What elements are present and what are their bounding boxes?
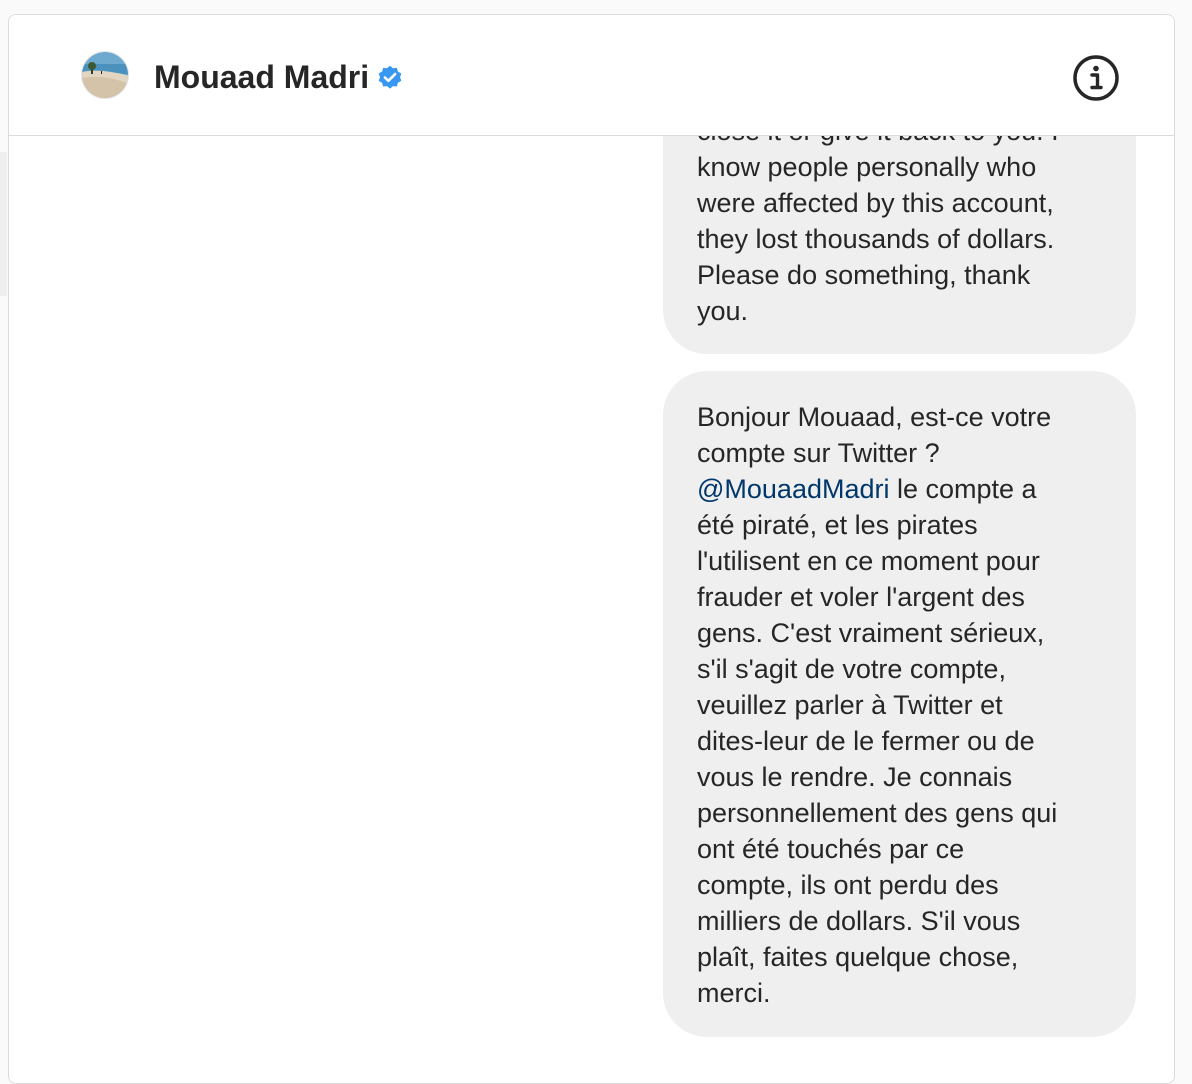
message-line (697, 471, 1116, 507)
info-icon[interactable] (1072, 54, 1120, 102)
message-line: plaît, faites quelque chose, (697, 942, 1019, 972)
message-line: Please do something, thank (697, 260, 1031, 290)
message-line: personnellement des gens qui (697, 798, 1058, 828)
message-text: le compte a (889, 474, 1037, 504)
mention-link[interactable]: @MouaadMadri (697, 474, 890, 504)
avatar[interactable] (81, 51, 129, 99)
message-line: veuillez parler à Twitter et (697, 690, 1003, 720)
message-line: l'utilisent en ce moment pour (697, 546, 1040, 576)
verified-badge-icon (376, 64, 404, 92)
beach-photo-icon (82, 52, 129, 99)
chat-panel (8, 14, 1175, 1084)
message-line: you. (697, 296, 749, 326)
message-line: dites-leur de le fermer ou de (697, 726, 1035, 756)
conversation-list-edge (0, 152, 7, 296)
message-bubble[interactable] (663, 371, 1136, 1037)
message-line: s'il s'agit de votre compte, (697, 654, 1006, 684)
message-line: merci. (697, 978, 771, 1008)
message-line: gens. C'est vraiment sérieux, (697, 618, 1045, 648)
message-thread (9, 15, 1174, 1083)
message-line: Bonjour Mouaad, est-ce votre (697, 402, 1052, 432)
message-line: know people personally who (697, 152, 1037, 182)
message-line: they lost thousands of dollars. (697, 224, 1055, 254)
chat-header (9, 15, 1174, 136)
message-line: compte sur Twitter ? (697, 438, 940, 468)
message-line: compte, ils ont perdu des (697, 870, 999, 900)
message-line: milliers de dollars. S'il vous (697, 906, 1021, 936)
username[interactable]: Mouaad Madri (154, 59, 370, 95)
message-line: été piraté, et les pirates (697, 510, 978, 540)
message-line: ont été touchés par ce (697, 834, 965, 864)
message-line: were affected by this account, (697, 188, 1054, 218)
message-line: frauder et voler l'argent des (697, 582, 1025, 612)
message-line: vous le rendre. Je connais (697, 762, 1013, 792)
